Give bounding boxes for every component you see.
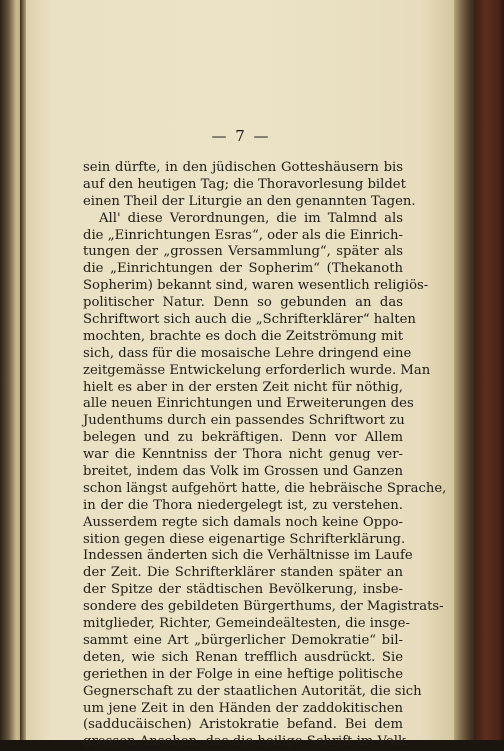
text-line: geriethen in der Folge in eine heftige politische — [83, 666, 403, 682]
text-line: breitet, indem das Volk im Grossen und Ganzen — [83, 464, 403, 480]
text-line: Indessen änderten sich die Verhältnisse im Laufe — [83, 548, 413, 564]
text-line: hielt es aber in der ersten Zeit nicht für nöthig, — [83, 379, 403, 395]
text-line: sein dürfte, in den jüdischen Gotteshäusern bis — [83, 160, 403, 175]
text-line: alle neuen Einrichtungen und Erweiterungen des — [83, 396, 414, 412]
book-cover-edge — [474, 0, 504, 740]
text-line: war die Kenntniss der Thora nicht genug ver- — [83, 447, 403, 463]
body-text — [83, 160, 447, 751]
text-line: der Spitze der städtischen Bevölkerung, insbe- — [83, 582, 403, 598]
text-line: Judenthums durch ein passendes Schriftwort zu — [83, 413, 405, 429]
text-line: sition gegen diese eigenartige Schrifterklärung. — [83, 531, 406, 547]
text-line: sondere des gebildeten Bürgerthums, der Magistrats- — [83, 599, 444, 615]
text-line: Schriftwort sich auch die „Schrifterklärer“ halten — [83, 312, 416, 328]
text-line: die „Einrichtungen der Sopherim“ (Thekanoth — [83, 261, 403, 277]
text-line: der Zeit. Die Schrifterklärer standen später an — [83, 565, 403, 581]
text-line: politischer Natur. Denn so gebunden an das — [83, 295, 403, 311]
text-line: schon längst aufgehört hatte, die hebräische Sprache, — [83, 480, 447, 496]
text-line: deten, wie sich Renan trefflich ausdrückt. Sie — [83, 649, 403, 665]
book-page — [26, 0, 456, 750]
text-line: Sopherim) bekannt sind, waren wesentlich religiös- — [83, 278, 429, 294]
page-number: — 7 — — [211, 127, 271, 145]
text-line: grossen Ansehen, das die heilige Schrift im Volk — [83, 734, 406, 750]
text-line: mitglieder, Richter, Gemeindeältesten, die insge- — [83, 616, 410, 632]
text-line: sammt eine Art „bürgerlicher Demokratie“ bil- — [83, 632, 403, 648]
facing-page-edge — [0, 0, 22, 740]
text-line: auf den heutigen Tag; die Thoravorlesung bildet — [83, 176, 406, 192]
text-line: einen Theil der Liturgie an den genannten Tagen. — [83, 193, 416, 209]
text-line: belegen und zu bekräftigen. Denn vor Allem — [83, 430, 403, 446]
text-line: mochten, brachte es doch die Zeitströmung mit — [83, 328, 403, 344]
text-line: tungen der „grossen Versammlung“, später als — [83, 244, 403, 260]
text-line: die „Einrichtungen Esras“, oder als die Einrich- — [83, 227, 403, 243]
text-line: in der die Thora niedergelegt ist, zu verstehen. — [83, 497, 403, 513]
page-stack-edge — [454, 0, 476, 740]
text-line: zeitgemässe Entwickelung erforderlich wurde. Man — [83, 362, 431, 378]
text-line: All' diese Verordnungen, die im Talmnd als — [99, 210, 403, 226]
text-line: sich, dass für die mosaische Lehre dringend eine — [83, 345, 412, 361]
text-line: Ausserdem regte sich damals noch keine Oppo- — [83, 514, 403, 530]
text-line: (sadducäischen) Aristokratie befand. Bei dem — [83, 717, 403, 733]
text-line: um jene Zeit in den Händen der zaddokitischen — [83, 700, 403, 716]
text-line: Gegnerschaft zu der staatlichen Autorität, die sich — [83, 683, 422, 699]
